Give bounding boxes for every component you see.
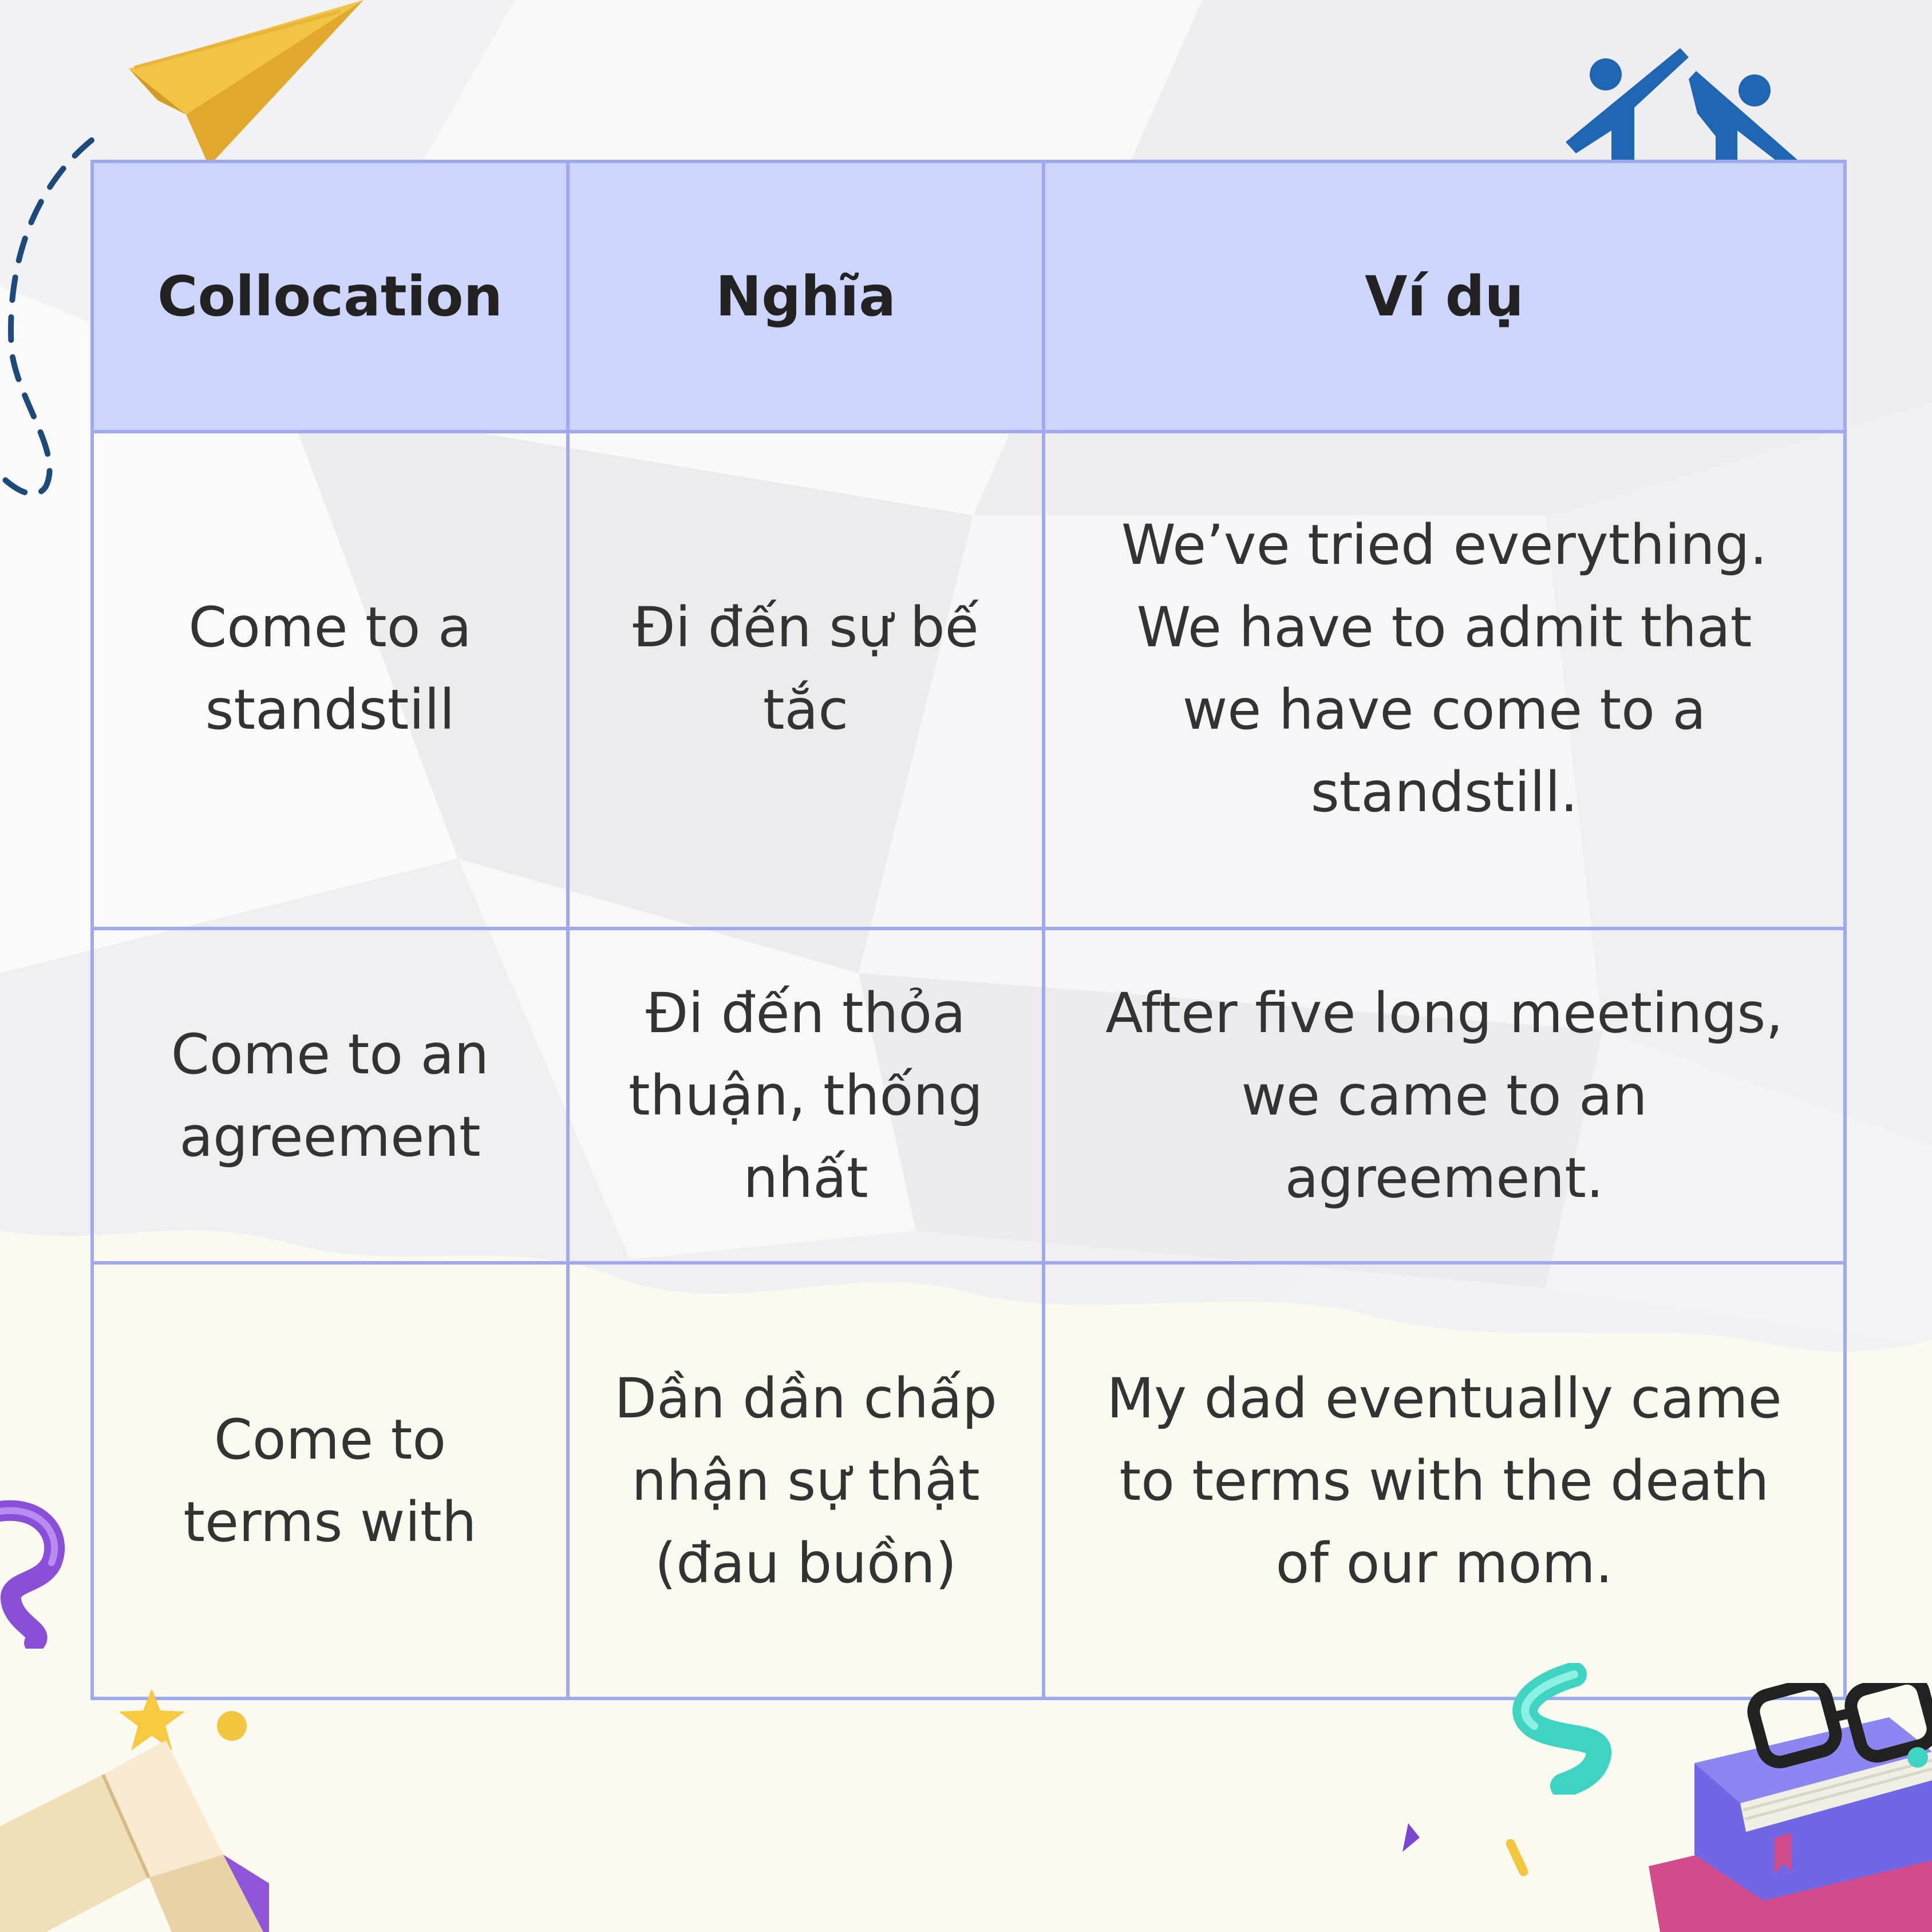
row-3-example-line-1: My dad eventually came [1107, 1366, 1782, 1431]
row-2-example-line-2: we came to an [1241, 1064, 1647, 1128]
row-2-example-line-3: agreement. [1285, 1146, 1604, 1210]
row-3-example-line-3: of our mom. [1275, 1531, 1613, 1595]
row-2-collocation-line-2: agreement [179, 1105, 481, 1169]
row-3-collocation [90, 1261, 570, 1700]
header-collocation: Collocation [90, 160, 570, 433]
row-2-example-line-1: After five long meetings, [1105, 981, 1783, 1045]
row-1-meaning-line-1: Đi đến sự bế [633, 595, 979, 659]
row-2-collocation-line-1: Come to an [171, 1022, 489, 1086]
row-1-collocation-line-1: Come to a [188, 595, 472, 659]
paper-plane-icon [123, 0, 369, 166]
row-3-meaning-line-3: (đau buồn) [654, 1531, 957, 1595]
row-1-example [1042, 430, 1847, 930]
collocation-table [92, 161, 1845, 1698]
row-1-collocation [90, 430, 570, 930]
row-1-meaning [566, 430, 1045, 930]
row-2-collocation [90, 927, 570, 1265]
row-2-meaning [566, 927, 1045, 1265]
row-3-meaning-line-1: Dần dần chấp [614, 1366, 997, 1431]
row-3-meaning-line-2: nhận sự thật [631, 1448, 980, 1513]
row-1-meaning-line-2: tắc [762, 678, 849, 742]
row-1-example-line-3: we have come to a [1182, 678, 1706, 742]
row-1-example-line-2: We have to admit that [1136, 595, 1752, 659]
row-2-meaning-line-1: Đi đến thỏa [646, 981, 966, 1045]
row-2-example [1042, 927, 1847, 1265]
yellow-dot-decoration [215, 1709, 249, 1743]
row-1-example-line-1: We’ve tried everything. [1121, 513, 1768, 577]
purple-accent-decoration [1397, 1823, 1420, 1852]
row-3-collocation-line-2: terms with [183, 1490, 477, 1554]
row-2-meaning-line-2: thuận, thống [628, 1064, 983, 1128]
books-and-glasses-decoration [1523, 1683, 1932, 1932]
dashed-swirl-decoration [0, 132, 103, 498]
header-example: Ví dụ [1042, 160, 1847, 433]
row-1-collocation-line-2: standstill [205, 678, 455, 742]
open-book-decoration [0, 1740, 269, 1932]
row-1-example-line-4: standstill. [1310, 760, 1578, 824]
row-2-meaning-line-3: nhất [743, 1146, 868, 1210]
purple-spiral-decoration [0, 1500, 69, 1649]
row-3-example-line-2: to terms with the death [1119, 1448, 1769, 1513]
row-3-collocation-line-1: Come to [214, 1407, 447, 1472]
row-3-example [1042, 1261, 1847, 1700]
header-meaning: Nghĩa [566, 160, 1045, 433]
row-3-meaning [566, 1261, 1045, 1700]
